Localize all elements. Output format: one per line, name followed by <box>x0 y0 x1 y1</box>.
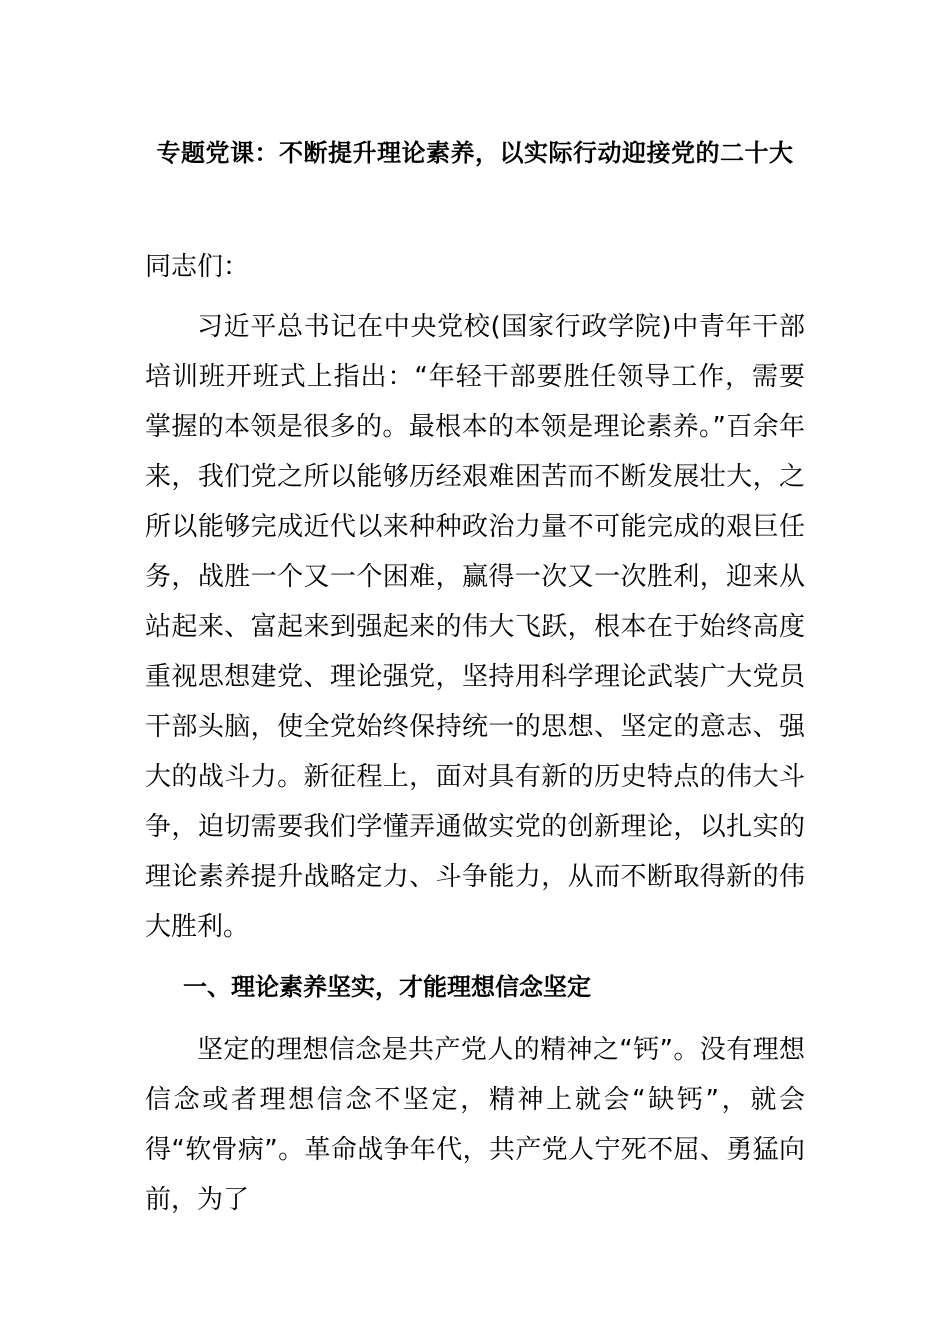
body-paragraph: 坚定的理想信念是共产党人的精神之“钙”。没有理想信念或者理想信念不坚定，精神上就会“缺钙”，就会得“软骨病”。革命战争年代，共产党人宁死不屈、勇猛向前，为了 <box>145 1035 805 1215</box>
body-paragraph: 习近平总书记在中央党校(国家行政学院)中青年干部培训班开班式上指出：“年轻干部要胜任领导工作，需要掌握的本领是很多的。最根本的本领是理论素养。”百余年来，我们党之所以能够历经艰难困苦而不断发展壮大，之所以能够完成近代以来种种政治力量不可能完成的艰巨任务，战胜一个又一个困难，赢得一次又一次胜利，迎来从站起来、富起来到强起来的伟大飞跃，根本在于始终高度重视思想建党、理论强党，坚持用科学理论武装广大党员干部头脑，使全党始终保持统一的思想、坚定的意志、强大的战斗力。新征程上，面对具有新的历史特点的伟大斗争，迫切需要我们学懂弄通做实党的创新理论，以扎实的理论素养提升战略定力、斗争能力，从而不断取得新的伟大胜利。 <box>145 312 805 942</box>
section-heading: 一、理论素养坚实，才能理想信念坚定 <box>183 973 591 1001</box>
salutation: 同志们： <box>145 252 250 282</box>
document-title: 专题党课：不断提升理论素养，以实际行动迎接党的二十大 <box>156 139 794 167</box>
